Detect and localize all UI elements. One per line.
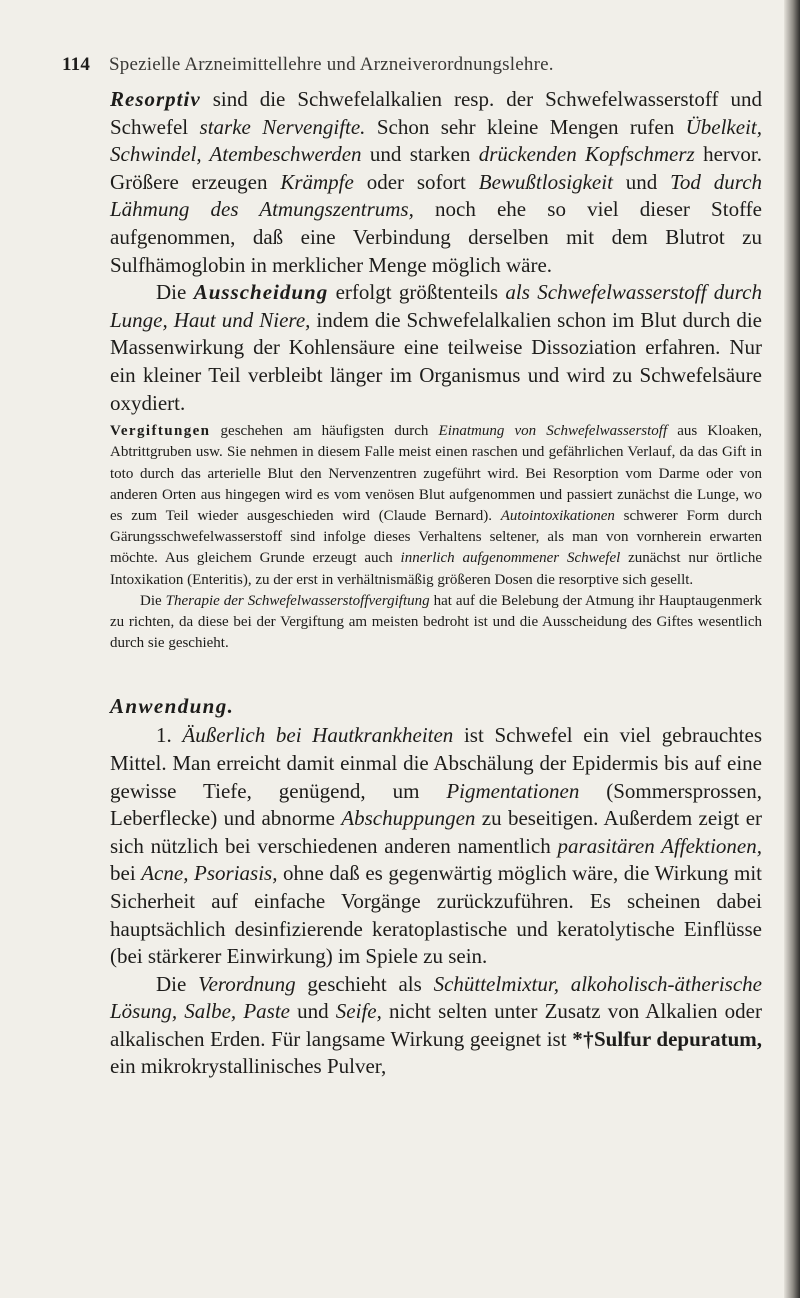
text-run: Die [156,280,194,305]
page-body [110,86,762,1081]
text-run: indem die Schwefelalkalien schon im Blut durch die Massenwirkung der Kohlensäure eine teilweise Dissoziation erfahren. Nur ein kleiner Teil verbleibt länger im Organismus und wird zu Schwefelsäure oxydiert. [110,307,762,415]
paragraph-anwendung-1 [110,722,762,970]
text-run: 1. [156,723,183,748]
italic-run: starke Nervengifte. [199,114,366,139]
text-run: noch ehe so viel dieser Stoffe aufgenommen, daß eine Verbindung derselben mit dem Blutrot zu Sulfhämoglobin in merklicher Menge möglich wäre. [110,197,762,277]
text-run: zu beseitigen. Außerdem zeigt er sich nützlich bei verschiedenen anderen namentlich [110,806,763,858]
text-run: Schon sehr kleine Mengen rufen [365,114,686,139]
running-header [62,54,762,76]
text-run: Die [156,971,199,996]
section-heading: Anwendung. [110,694,235,719]
text-run: geschieht als [295,971,434,996]
text-run: ist Schwefel ein viel gebrauchtes Mittel. Man erreicht damit einmal die Abschälung der Epidermis bis auf eine gewisse Tiefe, genügend, um [110,723,762,803]
italic-run: Therapie der Schwefelwasserstoffvergiftung [165,592,430,609]
italic-run: Einatmung von Schwefelwasserstoff [438,423,668,440]
text-run: ein mikrokrystallinisches Pulver, [110,1054,387,1079]
text-run: bei [110,861,142,886]
text-run: und [612,169,671,194]
italic-run: parasitären Affektionen, [557,833,762,858]
text-run: ohne daß es gegenwärtig möglich wäre, die Wirkung mit Sicherheit auf einfache Vorgänge zurückzuführen. Es scheinen dabei hauptsächlich desinfizierende keratoplastische und keratolytische Einflüsse (bei stärkerer Einwirkung) im Spiele zu sein. [110,861,763,969]
italic-run: Äußerlich bei Hautkrankheiten [182,723,454,748]
lead-term: Ausscheidung [193,280,329,305]
running-title: Spezielle Arzneimittellehre und Arzneiverordnungslehre. [109,54,554,75]
italic-run: drückenden Kopfschmerz [478,142,695,167]
text-run: und [289,999,336,1024]
italic-run: als Schwefelwasserstoff durch Lunge, Haut und Niere, [110,280,763,332]
text-run: erfolgt größtenteils [328,280,506,305]
italic-run: Übelkeit, Schwindel, Atembeschwerden [110,114,762,167]
italic-run: Verordnung [198,971,296,996]
paragraph-verordnung [110,971,762,1081]
text-run: geschehen am häufigsten durch [210,423,439,440]
paragraph-ausscheidung [110,279,762,417]
italic-run: innerlich aufgenommener Schwefel [400,550,621,567]
italic-run: Seife, [335,999,382,1024]
text-run: schwerer Form durch Gärungsschwefelwasserstoff sind infolge dieses Verhaltens seltener, als man von vornherein erwarten möchte. Aus gleichem Grunde erzeugt auch [110,507,762,567]
text-run: aus Kloaken, Abtrittgruben usw. Sie nehmen in diesem Falle meist einen raschen und gefährlichen Verlauf, da das Gift in toto durch das arterielle Blut den Nervenzentren zugeführt wird. Bei Resorption vom Darme oder von anderen Orten aus hingegen wird es vom venösen Blut aufgenommen und passiert zunächst die Lunge, wo es zum Teil wieder ausgeschieden wird (Claude Bernard). [110,423,762,524]
italic-run: Pigmentationen [446,778,580,803]
italic-run: Abschuppungen [341,806,476,831]
drug-name: *†Sulfur depuratum, [572,1026,762,1051]
italic-run: Autointoxikationen [500,507,615,524]
page-number: 114 [62,54,91,75]
paragraph-resorptiv [110,86,762,279]
italic-run: Krämpfe [280,169,354,194]
text-run: (Sommersprossen, Leberflecke) und abnorme [110,778,762,831]
text-run: oder sofort [353,169,479,194]
italic-run: Tod durch Lähmung des Atmungszentrums, [110,169,763,222]
text-run: zunächst nur örtliche Intoxikation (Enteritis), zu der erst in verhältnismäßig größeren Dosen die resorptive sich gesellt. [110,550,762,588]
lead-term: Resorptiv [110,87,201,111]
text-run: sind die Schwefelalkalien resp. der Schwefelwasserstoff und Schwefel [110,87,762,139]
text-run: nicht selten unter Zusatz von Alkalien oder alkalischen Erden. Für langsame Wirkung geeignet ist [110,999,762,1051]
paragraph-vergiftungen [110,421,762,591]
italic-run: Bewußtlosigkeit [478,169,613,194]
page-edge-shadow [784,0,800,1298]
paragraph-therapie [110,591,762,655]
text-run: und starken [361,142,479,167]
text-run: Die [140,592,166,609]
italic-run: Schüttelmixtur, alkoholisch-ätherische Lösung, Salbe, Paste [110,971,762,1024]
text-run: hervor. Größere erzeugen [110,142,762,194]
text-run: hat auf die Belebung der Atmung ihr Hauptaugenmerk zu richten, da diese bei der Vergiftung am meisten bedroht ist und die Ausscheidung des Giftes wesentlich durch sie geschieht. [110,592,762,652]
lead-term: Vergiftungen [110,423,211,440]
italic-run: Acne, Psoriasis, [141,861,278,886]
